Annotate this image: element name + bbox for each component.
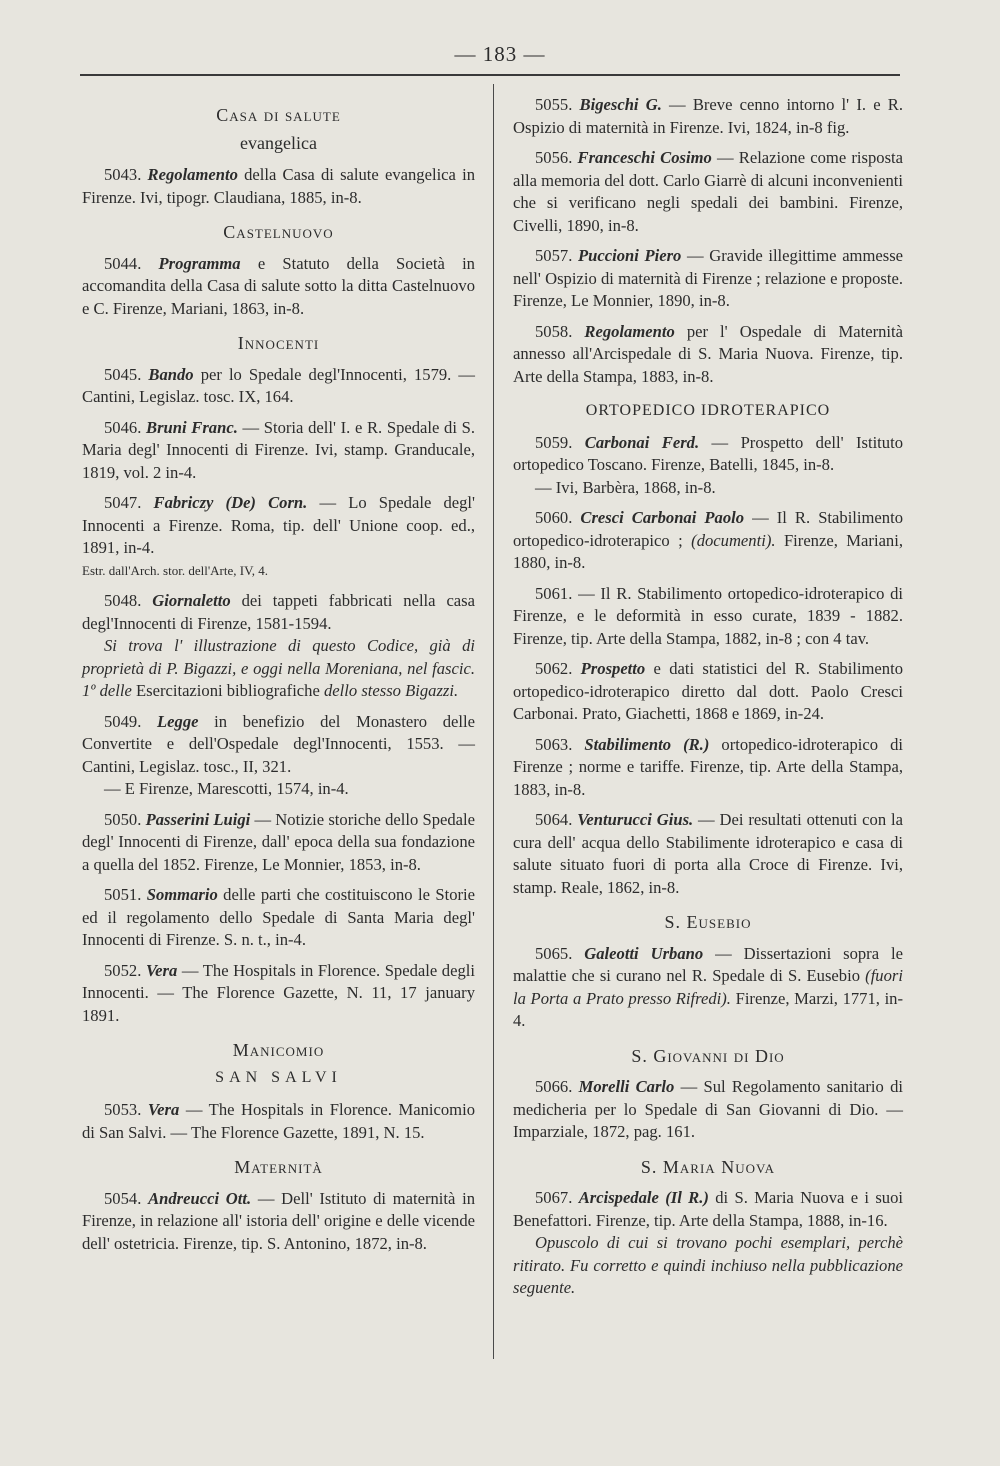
bib-entry-5050	[82, 809, 475, 877]
entry-continuation: — E Firenze, Marescotti, 1574, in-4.	[104, 779, 349, 798]
entry-author: Vera	[145, 960, 178, 980]
entry-number: 5053.	[104, 1100, 142, 1119]
entry-number: 5061.	[535, 583, 573, 603]
entry-text: per lo Spedale degl'Innocenti, 1579. — Cantini, Legislaz. tosc. IX, 164.	[82, 364, 475, 406]
entry-text: delle parti che costituiscono le Storie ed il regolamento dello Spedale di Santa Maria degl' Innocenti di Firenze. S. n. t., in-4.	[82, 885, 476, 949]
entry-number: 5049.	[104, 711, 142, 731]
entry-author: Stabilimento (R.)	[584, 734, 710, 754]
entry-number: 5051.	[104, 885, 142, 904]
section-heading: Maternità	[234, 1157, 323, 1177]
entry-author: Andreucci Ott.	[148, 1188, 252, 1208]
bib-entry-5054	[82, 1188, 475, 1256]
entry-number: 5067.	[535, 1188, 573, 1207]
bib-entry-5064	[513, 809, 903, 899]
entry-text: — Dei resultati ottenuti con la cura dell' acqua dello Stabilimente idroterapico e casa di salute situato fuori di porta alla Croce di Firenze. Ivi, stamp. Reale, 1862, in-8.	[513, 810, 903, 897]
entry-number: 5058.	[535, 321, 573, 341]
bib-entry-5055	[513, 94, 903, 139]
entry-author: Bando	[148, 364, 194, 384]
bib-entry-5045	[82, 364, 475, 409]
bib-entry-5066	[513, 1076, 903, 1144]
entry-author: Carbonai Ferd.	[584, 432, 700, 452]
entry-author: Giornaletto	[152, 591, 231, 610]
entry-text: — Prospetto dell' Istituto ortopedico Toscano. Firenze, Batelli, 1845, in-8.	[513, 432, 904, 474]
entry-text: — Lo Spedale degl' Innocenti a Firenze. Roma, tip. dell' Unione coop. ed., 1891, in-4.	[82, 493, 476, 557]
entry-number: 5047.	[104, 493, 142, 512]
bib-entry-5059	[513, 432, 903, 500]
entry-author: Regolamento	[147, 165, 238, 184]
bib-entry-5061	[513, 583, 903, 651]
entry-text: di S. Maria Nuova e i suoi Benefattori. Firenze, tip. Arte della Stampa, 1888, in-16.	[513, 1188, 904, 1230]
entry-text: ortopedico-idroterapico di Firenze ; norme e tariffe. Firenze, tip. Arte della Stampa, 1883, in-8.	[513, 734, 903, 799]
entry-number: 5048.	[104, 591, 142, 610]
section-heading: S. Giovanni di Dio	[631, 1045, 785, 1066]
entry-author: Morelli Carlo	[578, 1077, 675, 1096]
entry-italic: (documenti).	[691, 530, 776, 550]
entry-italic: (fuori la Porta a Prato presso Rifredi).	[513, 966, 903, 1008]
entry-author: Legge	[157, 711, 199, 731]
entry-number: 5063.	[535, 734, 573, 754]
section-heading: S. Eusebio	[664, 912, 752, 932]
entry-text: — Il R. Stabilimento ortopedico-idroterapico di Firenze, e le deformità in esso curate, 1839 - 1882. Firenze, tip. Arte della Stampa, 1882, in-8 ; con 4 tav.	[513, 583, 903, 648]
section-heading: ORTOPEDICO IDROTERAPICO	[585, 402, 831, 419]
entry-author: Sommario	[146, 885, 218, 904]
entry-note-italic: Si trova l' illustrazione di questo Codice, già di proprietà di P. Bigazzi, e oggi nella Moreniana, nel fascic. 1º delle	[82, 636, 475, 700]
entry-number: 5056.	[535, 148, 573, 167]
entry-text: — Relazione come risposta alla memoria del dott. Carlo Giarrè di alcuni inconvenienti che si verificano negli spedali dei bambini. Firenze, Civelli, 1890, in-8.	[513, 148, 904, 235]
bib-entry-5044	[82, 253, 475, 321]
entry-number: 5062.	[535, 659, 573, 678]
entry-author: Passerini Luigi	[145, 809, 251, 829]
bib-entry-5047	[82, 492, 475, 582]
entry-number: 5064.	[535, 810, 573, 829]
entry-author: Venturucci Gius.	[577, 810, 694, 829]
entry-number: 5055.	[535, 95, 573, 114]
entry-author: Cresci Carbonai Paolo	[580, 508, 745, 527]
entry-author: Vera	[147, 1100, 180, 1119]
section-heading: Castelnuovo	[223, 222, 334, 242]
entry-number: 5043.	[104, 165, 142, 184]
section-heading: Casa di salute	[216, 105, 341, 125]
entry-text: e Statuto della Società in accomandita della Casa di salute sotto la ditta Castelnuovo e C. Firenze, Mariani, 1863, in-8.	[82, 253, 475, 318]
bib-entry-5043	[82, 164, 475, 209]
entry-note: Opuscolo di cui si trovano pochi esemplari, perchè ritirato. Fu corretto e quindi inchiuso nella pubblicazione seguente.	[513, 1233, 903, 1297]
entry-tail: Firenze, Mariani, 1880, in-8.	[513, 530, 903, 572]
right-column	[513, 94, 903, 1308]
entry-number: 5057.	[535, 246, 573, 265]
entry-number: 5065.	[535, 943, 573, 963]
entry-author: Bruni Franc.	[146, 417, 238, 437]
entry-number: 5044.	[104, 253, 142, 273]
entry-text: — Dell' Istituto di maternità in Firenze, in relazione all' istoria dell' origine e delle vicende dell' ostetricia. Firenze, tip. S. Antonino, 1872, in-8.	[82, 1188, 475, 1253]
entry-author: Arcispedale (Il R.)	[578, 1188, 709, 1207]
entry-text: — Dissertazioni sopra le malattie che si curano nel R. Spedale di S. Eusebio	[513, 943, 903, 985]
section-subheading: evangelica	[240, 132, 317, 153]
section-heading: Innocenti	[237, 333, 320, 353]
entry-text: — Gravide illegittime ammesse nell' Ospizio di maternità di Firenze ; relazione e proposte. Firenze, Le Monnier, 1890, in-8.	[513, 246, 904, 310]
entry-author: Bigeschi G.	[579, 95, 662, 114]
entry-author: Galeotti Urbano	[584, 943, 704, 963]
entry-text: — Breve cenno intorno l' I. e R. Ospizio di maternità in Firenze. Ivi, 1824, in-8 fig.	[513, 95, 903, 137]
bib-entry-5051	[82, 884, 475, 952]
page-number: — 183 —	[454, 42, 546, 66]
entry-number: 5054.	[104, 1188, 142, 1208]
section-subheading: SAN SALVI	[215, 1068, 342, 1086]
entry-author: Prospetto	[580, 659, 646, 678]
bib-entry-5056	[513, 147, 903, 237]
section-heading: S. Maria Nuova	[640, 1156, 776, 1177]
entry-text: della Casa di salute evangelica in Firenze. Ivi, tipogr. Claudiana, 1885, in-8.	[82, 165, 476, 207]
entry-number: 5050.	[104, 809, 142, 829]
entry-note: Estr. dall'Arch. stor. dell'Arte, IV, 4.	[82, 562, 269, 578]
entry-author: Puccioni Piero	[578, 246, 682, 265]
bib-entry-5058	[513, 321, 903, 389]
entry-text: — Sul Regolamento sanitario di medicheria per lo Spedale di San Giovanni di Dio. — Imparziale, 1872, pag. 161.	[513, 1077, 903, 1141]
entry-number: 5060.	[535, 508, 573, 527]
entry-number: 5046.	[104, 417, 142, 437]
bib-entry-5062	[513, 658, 903, 726]
bib-entry-5049	[82, 711, 475, 801]
header-rule	[80, 74, 900, 76]
entry-text: — Storia dell' I. e R. Spedale di S. Maria degl' Innocenti di Firenze. Ivi, stamp. Granducale, 1819, vol. 2 in-4.	[82, 417, 475, 482]
entry-text: — The Hospitals in Florence. Spedale degli Innocenti. — The Florence Gazette, N. 11, 17 january 1891.	[82, 960, 475, 1025]
entry-note-roman: Esercitazioni bibliografiche	[136, 681, 320, 700]
bib-entry-5057	[513, 245, 903, 313]
bib-entry-5052	[82, 960, 475, 1028]
bib-entry-5060	[513, 507, 903, 575]
entry-continuation: — Ivi, Barbèra, 1868, in-8.	[535, 477, 716, 497]
entry-text: e dati statistici del R. Stabilimento ortopedico-idroterapico diretto dal dott. Paolo Cresci Carbonai. Prato, Giachetti, 1868 e 1869, in-24.	[513, 659, 903, 723]
entry-number: 5052.	[104, 960, 142, 980]
entry-text: per l' Ospedale di Maternità annesso all'Arcispedale di S. Maria Nuova. Firenze, tip. Arte della Stampa, 1883, in-8.	[513, 321, 903, 386]
entry-note-tail: dello stesso Bigazzi.	[324, 681, 459, 700]
bib-entry-5065	[513, 943, 903, 1033]
entry-author: Regolamento	[584, 321, 675, 341]
entry-number: 5059.	[535, 432, 573, 452]
bib-entry-5067	[513, 1187, 903, 1300]
bib-entry-5048	[82, 590, 475, 703]
entry-text: dei tappeti fabbricati nella casa degl'Innocenti di Firenze, 1581-1594.	[82, 591, 475, 633]
section-heading: Manicomio	[232, 1040, 325, 1060]
bib-entry-5053	[82, 1099, 475, 1144]
entry-number: 5066.	[535, 1077, 573, 1096]
column-divider	[493, 84, 494, 1359]
entry-author: Franceschi Cosimo	[577, 148, 712, 167]
entry-number: 5045.	[104, 364, 142, 384]
entry-author: Fabriczy (De) Corn.	[153, 493, 308, 512]
left-column	[82, 94, 475, 1263]
bib-entry-5063	[513, 734, 903, 802]
bib-entry-5046	[82, 417, 475, 485]
entry-text: — Notizie storiche dello Spedale degl' Innocenti di Firenze, dall' epoca della sua fondazione a quella del 1852. Firenze, Le Monnier, 1853, in-8.	[82, 809, 476, 874]
entry-text: in benefizio del Monastero delle Convertite e dell'Ospedale degl'Innocenti, 1553. — Cantini, Legislaz. tosc., II, 321.	[82, 711, 475, 776]
entry-tail: Firenze, Marzi, 1771, in-4.	[513, 988, 903, 1030]
entry-text: — The Hospitals in Florence. Manicomio di San Salvi. — The Florence Gazette, 1891, N. 15.	[82, 1100, 475, 1142]
entry-author: Programma	[158, 253, 241, 273]
entry-text: — Il R. Stabilimento ortopedico-idroterapico ;	[513, 508, 904, 550]
